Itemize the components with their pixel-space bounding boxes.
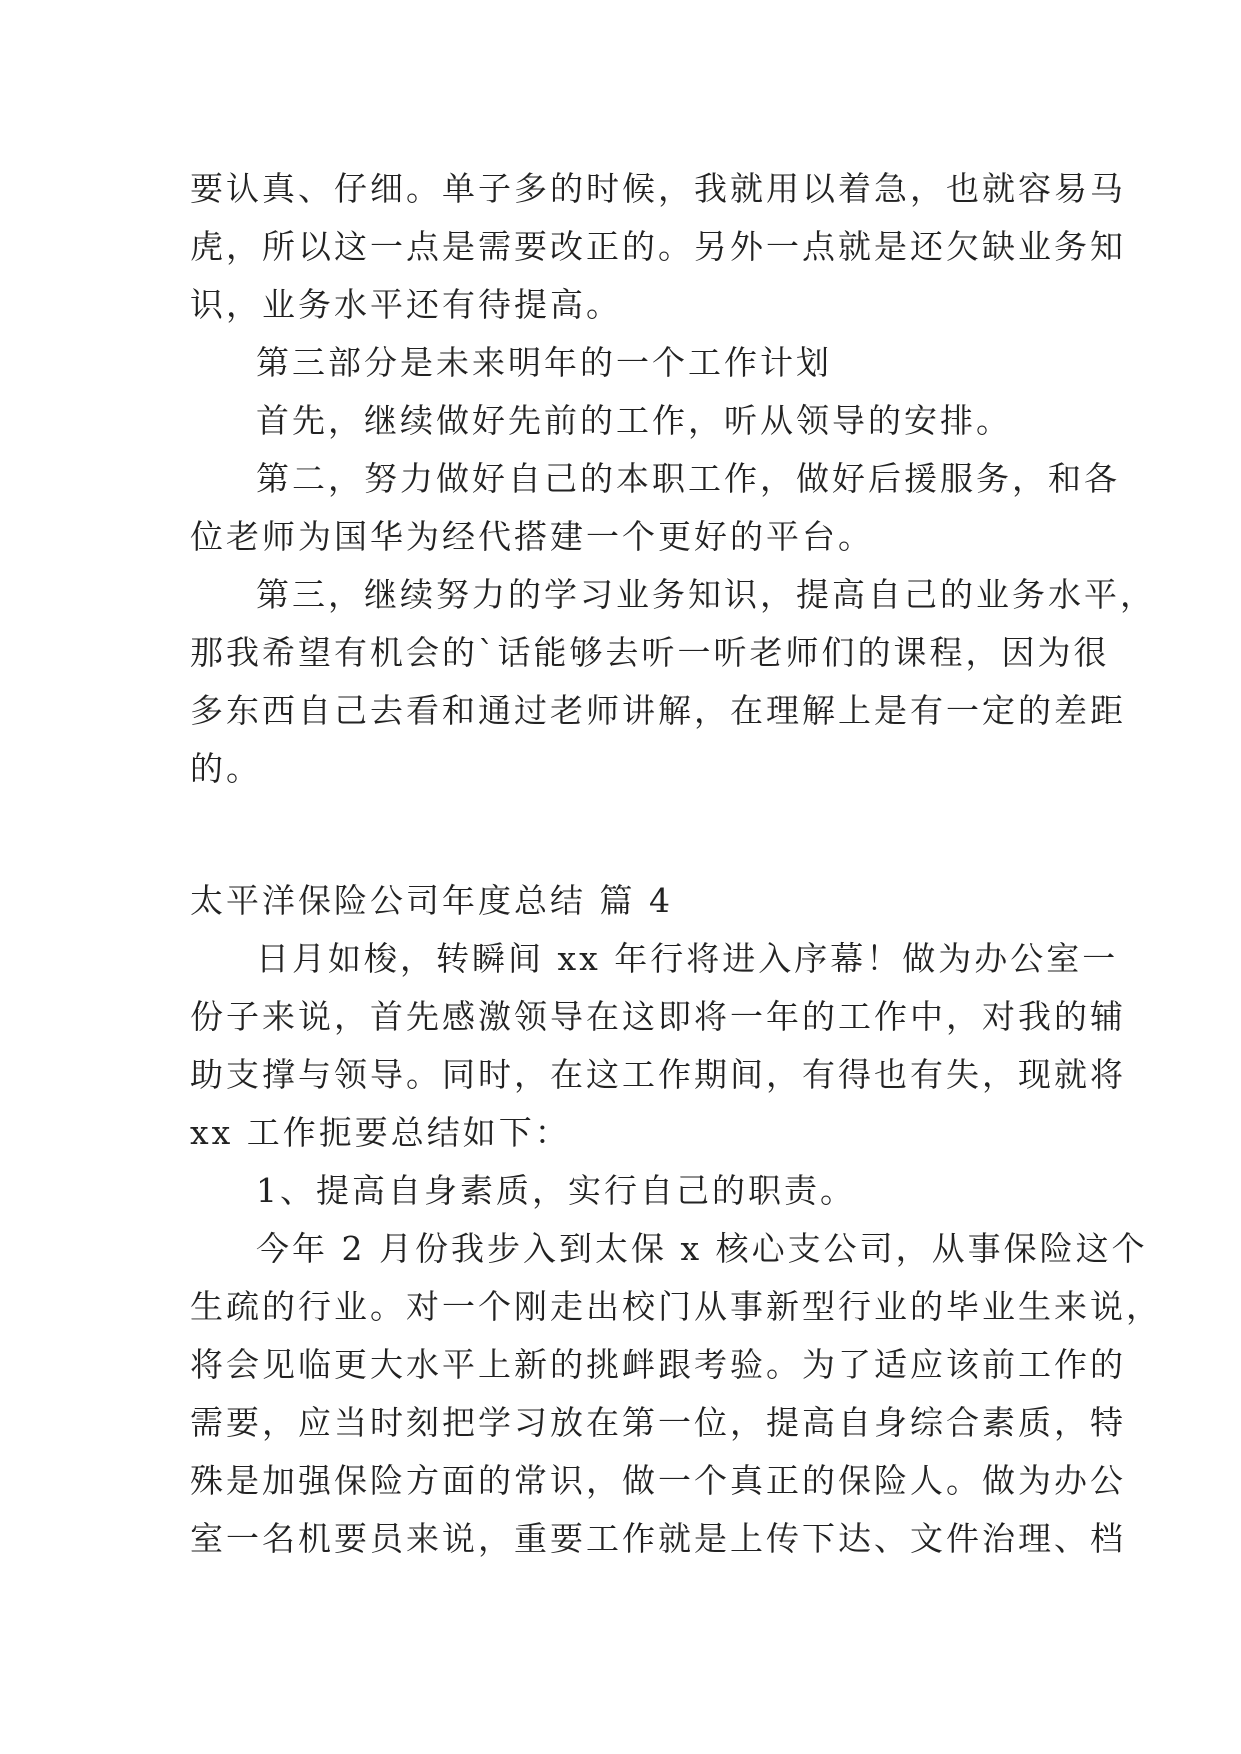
section-title: 太平洋保险公司年度总结 篇 4 bbox=[190, 881, 673, 920]
paragraph-line: 助支撑与领导。同时，在这工作期间，有得也有失，现就将 bbox=[190, 1055, 1126, 1094]
paragraph-line: 日月如梭，转瞬间 xx 年行将进入序幕！做为办公室一 bbox=[256, 939, 1119, 978]
list-item-heading: 1、提高自身素质，实行自己的职责。 bbox=[256, 1171, 856, 1210]
paragraph-line: 那我希望有机会的`话能够去听一听老师们的课程，因为很 bbox=[190, 633, 1110, 672]
paragraph-line: 第三，继续努力的学习业务知识，提高自己的业务水平， bbox=[256, 575, 1156, 614]
paragraph-line: 首先，继续做好先前的工作，听从领导的安排。 bbox=[256, 401, 1012, 440]
document-page bbox=[190, 160, 1162, 1568]
section-spacer bbox=[190, 798, 1050, 872]
paragraph-line: 室一名机要员来说，重要工作就是上传下达、文件治理、档 bbox=[190, 1519, 1126, 1558]
paragraph-line: 的。 bbox=[190, 749, 262, 788]
paragraph-line: 多东西自己去看和通过老师讲解，在理解上是有一定的差距 bbox=[190, 691, 1126, 730]
paragraph-line: 殊是加强保险方面的常识，做一个真正的保险人。做为办公 bbox=[190, 1461, 1126, 1500]
paragraph-line: 第二，努力做好自己的本职工作，做好后援服务，和各 bbox=[256, 459, 1120, 498]
paragraph-line: 识，业务水平还有待提高。 bbox=[190, 285, 622, 324]
paragraph-line: 今年 2 月份我步入到太保 x 核心支公司，从事保险这个 bbox=[256, 1229, 1148, 1268]
section-subheading: 第三部分是未来明年的一个工作计划 bbox=[256, 343, 832, 382]
paragraph-line: 份子来说，首先感激领导在这即将一年的工作中，对我的辅 bbox=[190, 997, 1126, 1036]
paragraph-line: 位老师为国华为经代搭建一个更好的平台。 bbox=[190, 517, 874, 556]
paragraph-line: 要认真、仔细。单子多的时候，我就用以着急，也就容易马 bbox=[190, 169, 1126, 208]
paragraph-line: 将会见临更大水平上新的挑衅跟考验。为了适应该前工作的 bbox=[190, 1345, 1126, 1384]
paragraph-line: 虎，所以这一点是需要改正的。另外一点就是还欠缺业务知 bbox=[190, 227, 1126, 266]
paragraph-line: xx 工作扼要总结如下： bbox=[190, 1113, 571, 1152]
paragraph-line: 需要，应当时刻把学习放在第一位，提高自身综合素质，特 bbox=[190, 1403, 1126, 1442]
paragraph-line: 生疏的行业。对一个刚走出校门从事新型行业的毕业生来说， bbox=[190, 1287, 1162, 1326]
